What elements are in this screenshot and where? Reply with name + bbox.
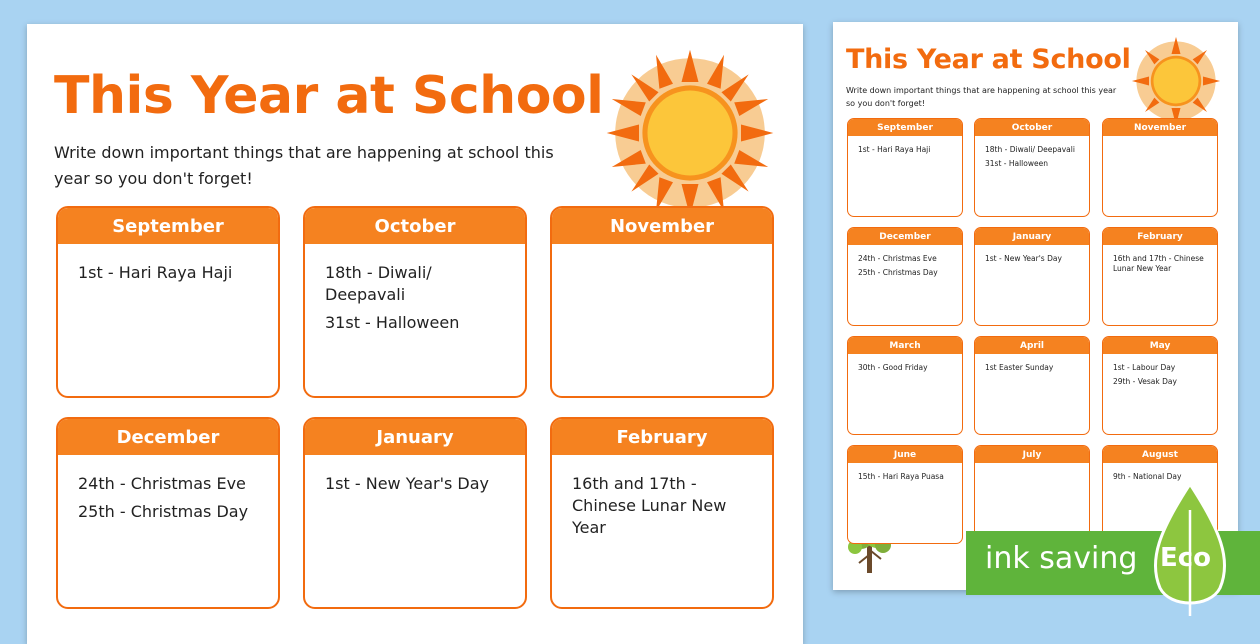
- month-header: November: [552, 208, 772, 244]
- sun-icon: [605, 48, 775, 218]
- month-header: April: [975, 337, 1089, 354]
- month-card-january: [974, 227, 1090, 326]
- month-header: December: [848, 228, 962, 245]
- month-events: [848, 136, 962, 155]
- event-item: 1st - Labour Day: [1113, 363, 1176, 372]
- month-card-november: [550, 206, 774, 398]
- event-item: 16th and 17th - Chinese Lunar New Year: [1113, 254, 1204, 273]
- month-card-july: [974, 445, 1090, 544]
- event-item: 9th - National Day: [1113, 472, 1182, 481]
- month-events: [848, 245, 962, 278]
- event-item: 18th - Diwali/ Deepavali: [325, 263, 432, 304]
- month-events: [305, 455, 525, 495]
- month-events: [305, 244, 525, 334]
- month-card-may: [1102, 336, 1218, 435]
- month-events: [1103, 245, 1217, 274]
- eco-label: Eco: [1160, 543, 1212, 573]
- month-header: June: [848, 446, 962, 463]
- month-card-december: [56, 417, 280, 609]
- month-header: March: [848, 337, 962, 354]
- month-card-october: [974, 118, 1090, 217]
- month-card-january: [303, 417, 527, 609]
- month-header: February: [1103, 228, 1217, 245]
- month-events: [975, 136, 1089, 169]
- month-events: [975, 245, 1089, 264]
- event-item: 25th - Christmas Day: [78, 502, 249, 521]
- month-events: [848, 463, 962, 482]
- month-header: January: [305, 419, 525, 455]
- month-header: October: [305, 208, 525, 244]
- event-item: 30th - Good Friday: [858, 363, 928, 372]
- month-events: [1103, 354, 1217, 387]
- event-item: 1st - Hari Raya Haji: [858, 145, 931, 154]
- month-header: October: [975, 119, 1089, 136]
- event-item: 18th - Diwali/ Deepavali: [985, 145, 1075, 154]
- month-card-october: [303, 206, 527, 398]
- month-card-april: [974, 336, 1090, 435]
- event-item: 31st - Halloween: [325, 313, 460, 332]
- event-item: 16th and 17th - Chinese Lunar New Year: [572, 474, 727, 537]
- month-header: February: [552, 419, 772, 455]
- month-card-february: [1102, 227, 1218, 326]
- page-subtitle: Write down important things that are happening at school this year so you don't forget!: [54, 143, 554, 188]
- ink-saving-text: ink saving: [985, 541, 1138, 576]
- event-item: 1st - New Year's Day: [985, 254, 1062, 263]
- month-card-november: [1102, 118, 1218, 217]
- month-header: July: [975, 446, 1089, 463]
- event-item: 1st - Hari Raya Haji: [78, 263, 233, 282]
- page-subtitle-small: Write down important things that are happening at school this year so you don't forget!: [846, 86, 1117, 108]
- event-item: 29th - Vesak Day: [1113, 377, 1177, 386]
- month-card-september: [56, 206, 280, 398]
- month-header: November: [1103, 119, 1217, 136]
- event-item: 15th - Hari Raya Puasa: [858, 472, 944, 481]
- month-header: August: [1103, 446, 1217, 463]
- month-card-march: [847, 336, 963, 435]
- sun-icon: [1131, 36, 1221, 126]
- event-item: 24th - Christmas Eve: [78, 474, 246, 493]
- page-title-small: This Year at School: [846, 44, 1131, 75]
- month-header: May: [1103, 337, 1217, 354]
- month-header: September: [58, 208, 278, 244]
- event-item: 1st - New Year's Day: [325, 474, 490, 493]
- month-events: [58, 455, 278, 523]
- month-events: [552, 244, 772, 262]
- month-card-december: [847, 227, 963, 326]
- page-title: This Year at School: [54, 66, 604, 126]
- event-item: 31st - Halloween: [985, 159, 1048, 168]
- month-events: [975, 463, 1089, 472]
- month-card-june: [847, 445, 963, 544]
- event-item: 25th - Christmas Day: [858, 268, 938, 277]
- month-header: January: [975, 228, 1089, 245]
- month-events: [58, 244, 278, 284]
- month-header: September: [848, 119, 962, 136]
- month-events: [1103, 136, 1217, 145]
- month-card-february: [550, 417, 774, 609]
- worksheet-large: [27, 24, 803, 644]
- month-events: [975, 354, 1089, 373]
- month-header: December: [58, 419, 278, 455]
- event-item: 1st Easter Sunday: [985, 363, 1054, 372]
- month-card-september: [847, 118, 963, 217]
- month-events: [848, 354, 962, 373]
- event-item: 24th - Christmas Eve: [858, 254, 937, 263]
- month-events: [552, 455, 772, 539]
